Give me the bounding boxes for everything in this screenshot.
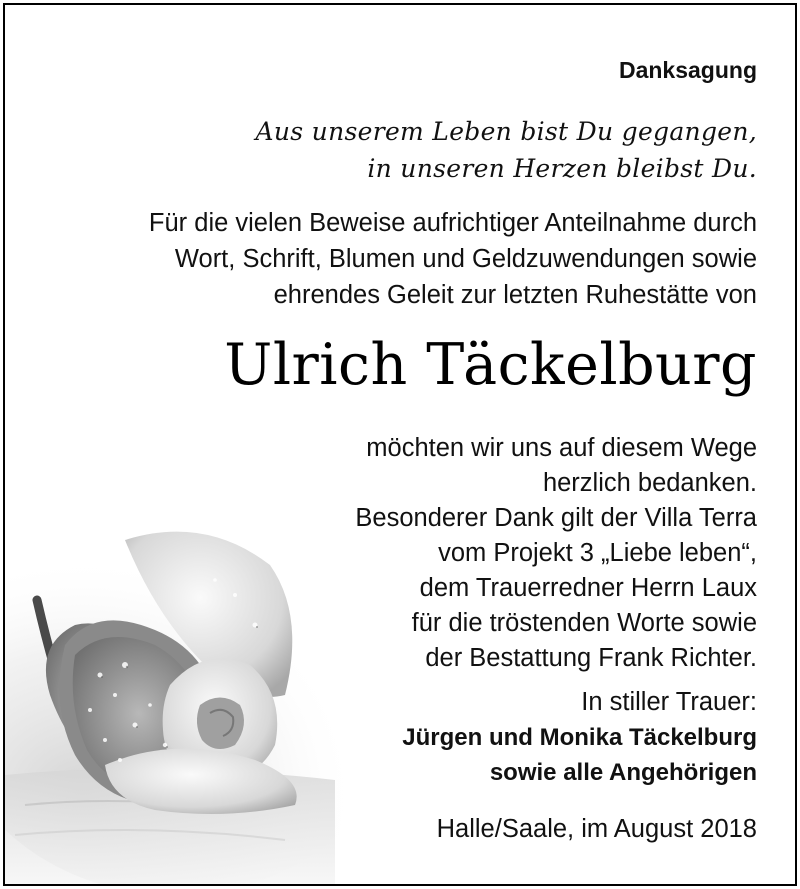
- deceased-name: Ulrich Täckelburg: [224, 332, 757, 398]
- intro-line: Für die vielen Beweise aufrichtiger Anteilnahme durch: [148, 209, 757, 237]
- thanks-line: Besonderer Dank gilt der Villa Terra: [355, 504, 757, 532]
- signoff: [402, 685, 757, 790]
- signoff-intro: In stiller Trauer:: [581, 688, 757, 716]
- intro-line: Wort, Schrift, Blumen und Geldzuwendungen sowie: [174, 245, 757, 273]
- thanks-line: für die tröstenden Worte sowie: [411, 609, 757, 637]
- heading: Danksagung: [618, 57, 757, 83]
- obituary-card: [3, 3, 797, 886]
- quote: [256, 113, 757, 187]
- intro-line: ehrendes Geleit zur letzten Ruhestätte von: [273, 281, 757, 309]
- thanks-line: der Bestattung Frank Richter.: [425, 644, 757, 672]
- thanks-line: dem Trauerredner Herrn Laux: [419, 574, 757, 602]
- quote-line: in unseren Herzen bleibst Du.: [367, 154, 757, 183]
- quote-line: Aus unserem Leben bist Du gegangen,: [255, 117, 757, 146]
- signoff-name: Jürgen und Monika Täckelburg: [402, 724, 757, 751]
- thanks-line: herzlich bedanken.: [542, 469, 757, 497]
- thanks-line: möchten wir uns auf diesem Wege: [366, 434, 757, 462]
- thanks-text: [355, 431, 757, 676]
- place-date: Halle/Saale, im August 2018: [436, 815, 757, 843]
- intro-text: [149, 205, 757, 313]
- signoff-name: sowie alle Angehörigen: [489, 759, 757, 786]
- thanks-line: vom Projekt 3 „Liebe leben“,: [438, 539, 757, 567]
